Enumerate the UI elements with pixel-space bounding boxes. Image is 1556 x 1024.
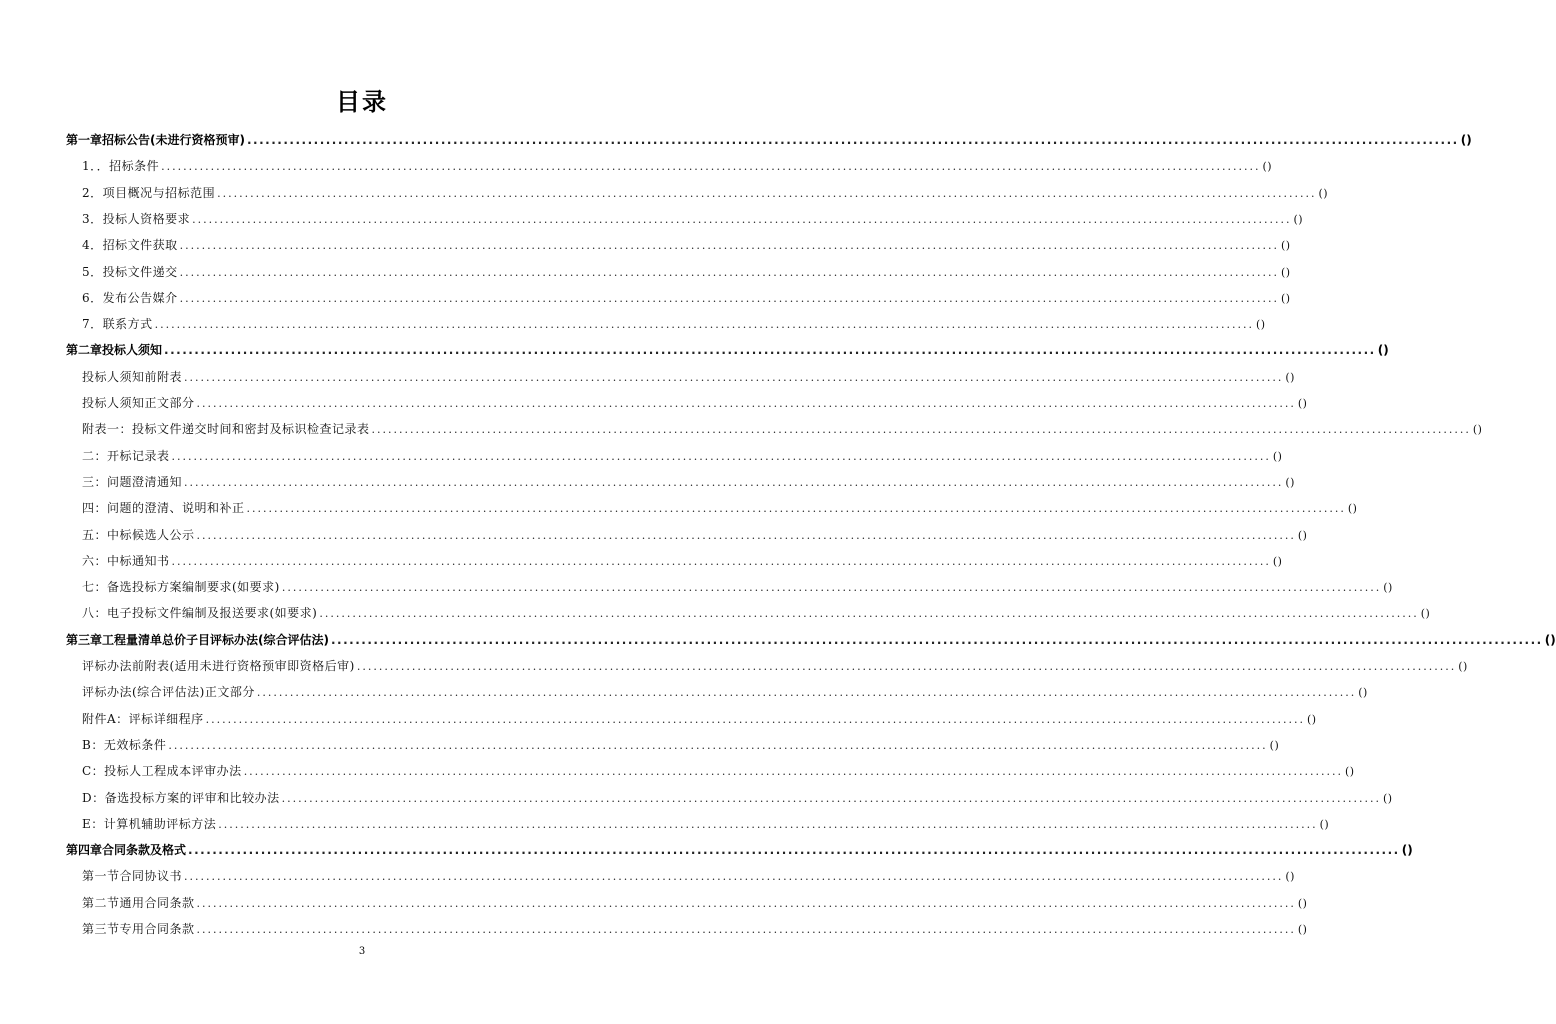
toc-entry-label: 投标人须知前附表 <box>82 369 183 384</box>
toc-leader-dots: ........................................................................................................................................................................................................ <box>179 239 1279 253</box>
toc-leader-dots: ........................................................................................................................................................................................................ <box>188 843 1400 858</box>
toc-leader-dots: ........................................................................................................................................................................................................ <box>196 397 1296 410</box>
toc-leader-dots: ........................................................................................................................................................................................................ <box>171 449 1271 463</box>
toc-entry-label: 第三章工程量清单总价子目评标办法(综合评估法) <box>66 632 329 647</box>
toc-page-ref: () <box>1297 923 1308 936</box>
toc-item-entry[interactable] <box>82 367 1295 387</box>
toc-leader-dots: ........................................................................................................................................................................................................ <box>196 923 1296 936</box>
toc-page-ref: () <box>1269 738 1280 752</box>
toc-page-ref: () <box>1377 343 1389 358</box>
toc-item-entry[interactable] <box>82 314 1266 334</box>
toc-leader-dots: ........................................................................................................................................................................................................ <box>217 186 1317 200</box>
toc-leader-dots: ........................................................................................................................................................................................................ <box>218 817 1318 831</box>
toc-chapter-entry[interactable] <box>66 130 1472 150</box>
toc-item-entry[interactable] <box>82 209 1304 229</box>
toc-item-entry[interactable] <box>82 419 1483 439</box>
toc-page-ref: () <box>1285 870 1295 884</box>
toc-item-entry[interactable] <box>82 498 1358 518</box>
toc-entry-label: 七：备选投标方案编制要求(如要求) <box>82 580 280 595</box>
toc-item-entry[interactable] <box>82 709 1317 729</box>
toc-item-entry[interactable] <box>82 919 1308 939</box>
toc-page-ref: () <box>1272 554 1283 568</box>
toc-leader-dots: ........................................................................................................................................................................................................ <box>281 791 1381 805</box>
toc-page-ref: () <box>1293 212 1304 226</box>
toc-leader-dots: ........................................................................................................................................................................................................ <box>154 318 1254 332</box>
toc-entry-label: 第二章投标人须知 <box>66 343 163 358</box>
toc-entry-label: 二：开标记录表 <box>82 448 170 463</box>
toc-entry-label: D：备选投标方案的评审和比较办法 <box>82 790 280 805</box>
toc-chapter-entry[interactable] <box>66 340 1389 360</box>
toc-item-entry[interactable] <box>82 472 1295 492</box>
toc-page-ref: () <box>1358 686 1368 700</box>
toc-entry-label: 第一章招标公告(未进行资格预审) <box>66 133 245 147</box>
toc-entry-label: 2．项目概况与招标范围 <box>82 185 216 200</box>
toc-leader-dots: ........................................................................................................................................................................................................ <box>164 343 1376 358</box>
toc-entry-label: 3．投标人资格要求 <box>82 211 191 226</box>
toc-chapter-entry[interactable] <box>66 840 1413 860</box>
toc-item-entry[interactable] <box>82 577 1393 597</box>
toc-page-ref: () <box>1458 660 1468 673</box>
page-number: 3 <box>358 946 366 957</box>
toc-leader-dots: ........................................................................................................................................................................................................ <box>171 554 1271 568</box>
toc-leader-dots: ........................................................................................................................................................................................................ <box>168 738 1268 752</box>
toc-page-ref: () <box>1383 581 1393 595</box>
toc-item-entry[interactable] <box>82 603 1431 623</box>
toc-page-ref: () <box>1544 632 1556 647</box>
toc-item-entry[interactable] <box>82 866 1295 886</box>
toc-page-ref: () <box>1297 896 1308 910</box>
toc-page-ref: () <box>1318 186 1329 200</box>
toc-item-entry[interactable] <box>82 525 1308 545</box>
toc-leader-dots: ........................................................................................................................................................................................................ <box>256 686 1357 700</box>
page-title: 目录 <box>336 88 388 116</box>
toc-item-entry[interactable] <box>82 814 1330 834</box>
toc-leader-dots: ........................................................................................................................................................................................................ <box>281 581 1382 595</box>
toc-item-entry[interactable] <box>82 446 1283 466</box>
toc-leader-dots: ........................................................................................................................................................................................................ <box>246 502 1346 516</box>
toc-entry-label: 四：问题的澄清、说明和补正 <box>82 501 245 516</box>
toc-item-entry[interactable] <box>82 893 1308 913</box>
toc-page-ref: () <box>1382 791 1393 805</box>
toc-item-entry[interactable] <box>82 393 1308 413</box>
toc-page-ref: () <box>1280 239 1291 253</box>
toc-chapter-entry[interactable] <box>66 630 1556 650</box>
toc-item-entry[interactable] <box>82 156 1273 176</box>
toc-page-ref: () <box>1280 265 1291 279</box>
toc-entry-label: 第二节通用合同条款 <box>82 895 195 910</box>
toc-entry-label: E：计算机辅助评标方法 <box>82 816 217 831</box>
toc-page-ref: () <box>1297 397 1308 410</box>
toc-entry-label: 五：中标候选人公示 <box>82 527 195 542</box>
toc-item-entry[interactable] <box>82 288 1291 308</box>
toc-leader-dots: ........................................................................................................................................................................................................ <box>319 607 1419 621</box>
toc-leader-dots: ........................................................................................................................................................................................................ <box>184 870 1284 884</box>
toc-entry-label: 4．招标文件获取 <box>82 238 178 253</box>
toc-item-entry[interactable] <box>82 551 1283 571</box>
toc-leader-dots: ........................................................................................................................................................................................................ <box>184 475 1284 489</box>
toc-leader-dots: ........................................................................................................................................................................................................ <box>246 133 1459 147</box>
toc-leader-dots: ........................................................................................................................................................................................................ <box>243 765 1344 779</box>
toc-page-ref: () <box>1319 817 1330 831</box>
toc-page-ref: () <box>1401 843 1413 858</box>
toc-item-entry[interactable] <box>82 735 1280 755</box>
toc-page-ref: () <box>1460 133 1472 147</box>
toc-item-entry[interactable] <box>82 262 1291 282</box>
toc-entry-label: 评标办法(综合评估法)正文部分 <box>82 685 255 700</box>
toc-item-entry[interactable] <box>82 183 1329 203</box>
toc-entry-label: 5．投标文件递交 <box>82 264 178 279</box>
toc-page-ref: () <box>1297 528 1308 542</box>
toc-item-entry[interactable] <box>82 656 1468 676</box>
toc-entry-label: 第三节专用合同条款 <box>82 922 195 936</box>
toc-leader-dots: ........................................................................................................................................................................................................ <box>161 160 1261 174</box>
toc-leader-dots: ........................................................................................................................................................................................................ <box>196 528 1296 542</box>
toc-leader-dots: ........................................................................................................................................................................................................ <box>184 370 1284 384</box>
toc-entry-label: 6．发布公告媒介 <box>82 290 178 305</box>
toc-item-entry[interactable] <box>82 682 1368 702</box>
toc-page-ref: () <box>1285 370 1295 384</box>
toc-entry-label: B：无效标条件 <box>82 737 167 752</box>
toc-page-ref: () <box>1255 318 1266 332</box>
toc-item-entry[interactable] <box>82 788 1393 808</box>
toc-page-ref: () <box>1285 475 1295 489</box>
toc-entry-label: 八：电子投标文件编制及报送要求(如要求) <box>82 606 318 621</box>
toc-leader-dots: ........................................................................................................................................................................................................ <box>179 291 1279 305</box>
toc-leader-dots: ........................................................................................................................................................................................................ <box>371 423 1471 437</box>
toc-page-ref: () <box>1345 765 1355 779</box>
toc-leader-dots: ........................................................................................................................................................................................................ <box>179 265 1279 279</box>
toc-entry-label: 评标办法前附表(适用未进行资格预审即资格后审) <box>82 659 355 673</box>
toc-page-ref: () <box>1347 502 1358 516</box>
toc-leader-dots: ........................................................................................................................................................................................................ <box>205 712 1305 726</box>
toc-leader-dots: ........................................................................................................................................................................................................ <box>356 660 1457 673</box>
toc-page-ref: () <box>1262 160 1273 174</box>
toc-item-entry[interactable] <box>82 235 1291 255</box>
toc-page-ref: () <box>1420 607 1431 621</box>
toc-leader-dots: ........................................................................................................................................................................................................ <box>330 632 1543 647</box>
toc-entry-label: 三：问题澄清通知 <box>82 474 183 489</box>
toc-page-ref: () <box>1272 449 1283 463</box>
toc-entry-label: 第四章合同条款及格式 <box>66 843 187 858</box>
toc-entry-label: C：投标人工程成本评审办法 <box>82 764 242 779</box>
toc-page-ref: () <box>1307 712 1317 726</box>
toc-leader-dots: ........................................................................................................................................................................................................ <box>192 212 1292 226</box>
toc-leader-dots: ........................................................................................................................................................................................................ <box>196 896 1296 910</box>
toc-page-ref: () <box>1280 291 1291 305</box>
toc-page-ref: () <box>1472 423 1483 437</box>
toc-entry-label: 第一节合同协议书 <box>82 869 183 884</box>
toc-entry-label: 六：中标通知书 <box>82 553 170 568</box>
toc-item-entry[interactable] <box>82 761 1355 781</box>
toc-entry-label: 投标人须知正文部分 <box>82 396 195 410</box>
toc-entry-label: 1．．招标条件 <box>82 159 160 174</box>
toc-entry-label: 7．联系方式 <box>82 317 153 332</box>
toc-entry-label: 附表一：投标文件递交时间和密封及标识检查记录表 <box>82 422 370 437</box>
toc-entry-label: 附件A：评标详细程序 <box>82 711 204 726</box>
